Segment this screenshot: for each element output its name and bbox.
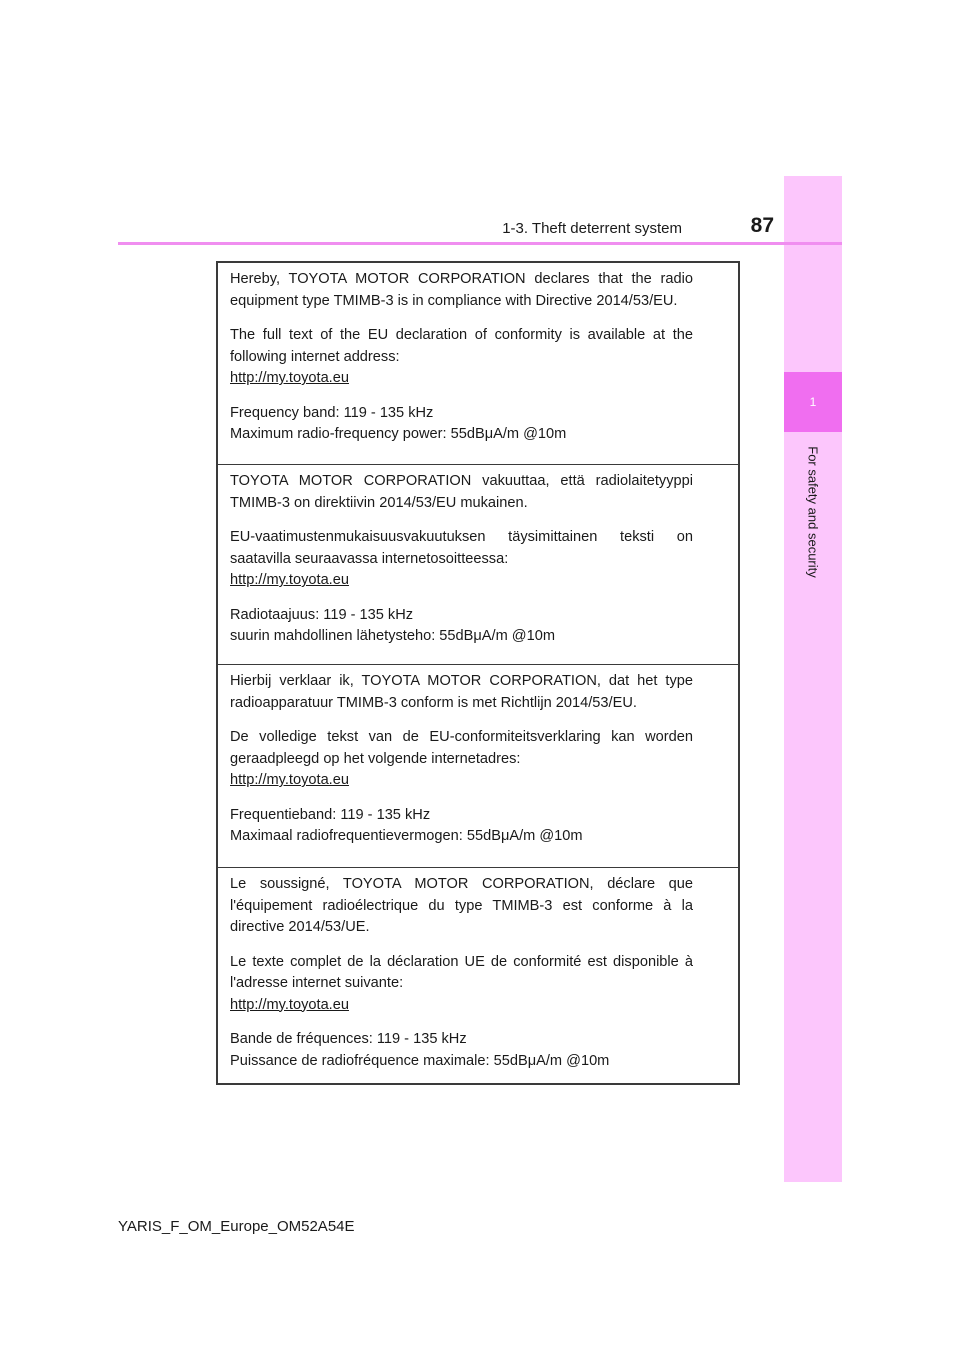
chapter-number-tab[interactable]	[784, 372, 842, 432]
declaration-url-link[interactable]: http://my.toyota.eu	[230, 772, 349, 788]
max-power: suurin mahdollinen lähetysteho: 55dBμA/m @10m	[230, 628, 556, 644]
frequency-band: Frequency band: 119 - 135 kHz	[230, 404, 434, 421]
declaration-url-link[interactable]: http://my.toyota.eu	[230, 370, 349, 386]
declaration-statement: Hereby, TOYOTA MOTOR CORPORATION declares that the radio equipment type TMIMB-3 is in compliance with Directive 2014/53/EU.	[230, 271, 693, 309]
declaration-dutch	[218, 664, 738, 867]
chapter-number: 1	[809, 395, 817, 409]
declaration-french	[218, 867, 738, 1083]
declaration-availability: De volledige tekst van de EU-conformiteitsverklaring kan worden geraadpleegd op het volgende internetadres:	[230, 729, 693, 767]
page-number: 87	[750, 214, 774, 237]
header-rule	[118, 242, 842, 245]
declaration-statement: Hierbij verklaar ik, TOYOTA MOTOR CORPORATION, dat het type radioapparatuur TMIMB-3 conform is met Richtlijn 2014/53/EU.	[230, 673, 693, 711]
declaration-box	[216, 261, 740, 1085]
max-power: Maximaal radiofrequentievermogen: 55dBμA/m @10m	[230, 828, 583, 844]
side-tab	[784, 176, 842, 1182]
declaration-availability: The full text of the EU declaration of conformity is available at the following internet address:	[230, 327, 693, 365]
frequency-band: Bande de fréquences: 119 - 135 kHz	[230, 1031, 467, 1047]
declaration-english	[218, 263, 738, 464]
declaration-statement: TOYOTA MOTOR CORPORATION vakuuttaa, että radiolaitetyyppi TMIMB-3 on direktiivin 2014/53/EU mukainen.	[230, 473, 693, 511]
max-power: Maximum radio-frequency power: 55dBμA/m @10m	[230, 426, 567, 442]
max-power: Puissance de radiofréquence maximale: 55dBμA/m @10m	[230, 1052, 610, 1069]
document-code: YARIS_F_OM_Europe_OM52A54E	[118, 1218, 355, 1235]
declaration-availability: EU-vaatimustenmukaisuusvakuutuksen täysimittainen teksti on saatavilla seuraavassa internetosoitteessa:	[230, 529, 693, 567]
section-title: 1-3. Theft deterrent system	[502, 220, 682, 237]
frequency-band: Radiotaajuus: 119 - 135 kHz	[230, 606, 414, 623]
frequency-band: Frequentieband: 119 - 135 kHz	[230, 806, 431, 823]
declaration-statement: Le soussigné, TOYOTA MOTOR CORPORATION, déclare que l'équipement radioélectrique du type TMIMB-3 est conforme à la directive 2014/53/UE.	[230, 876, 693, 935]
chapter-label-text: For safety and security	[805, 446, 821, 578]
declaration-availability: Le texte complet de la déclaration UE de conformité est disponible à l'adresse internet suivante:	[230, 953, 693, 991]
declaration-url-link[interactable]: http://my.toyota.eu	[230, 996, 349, 1013]
declaration-finnish	[218, 464, 738, 664]
declaration-url-link[interactable]: http://my.toyota.eu	[230, 572, 349, 588]
